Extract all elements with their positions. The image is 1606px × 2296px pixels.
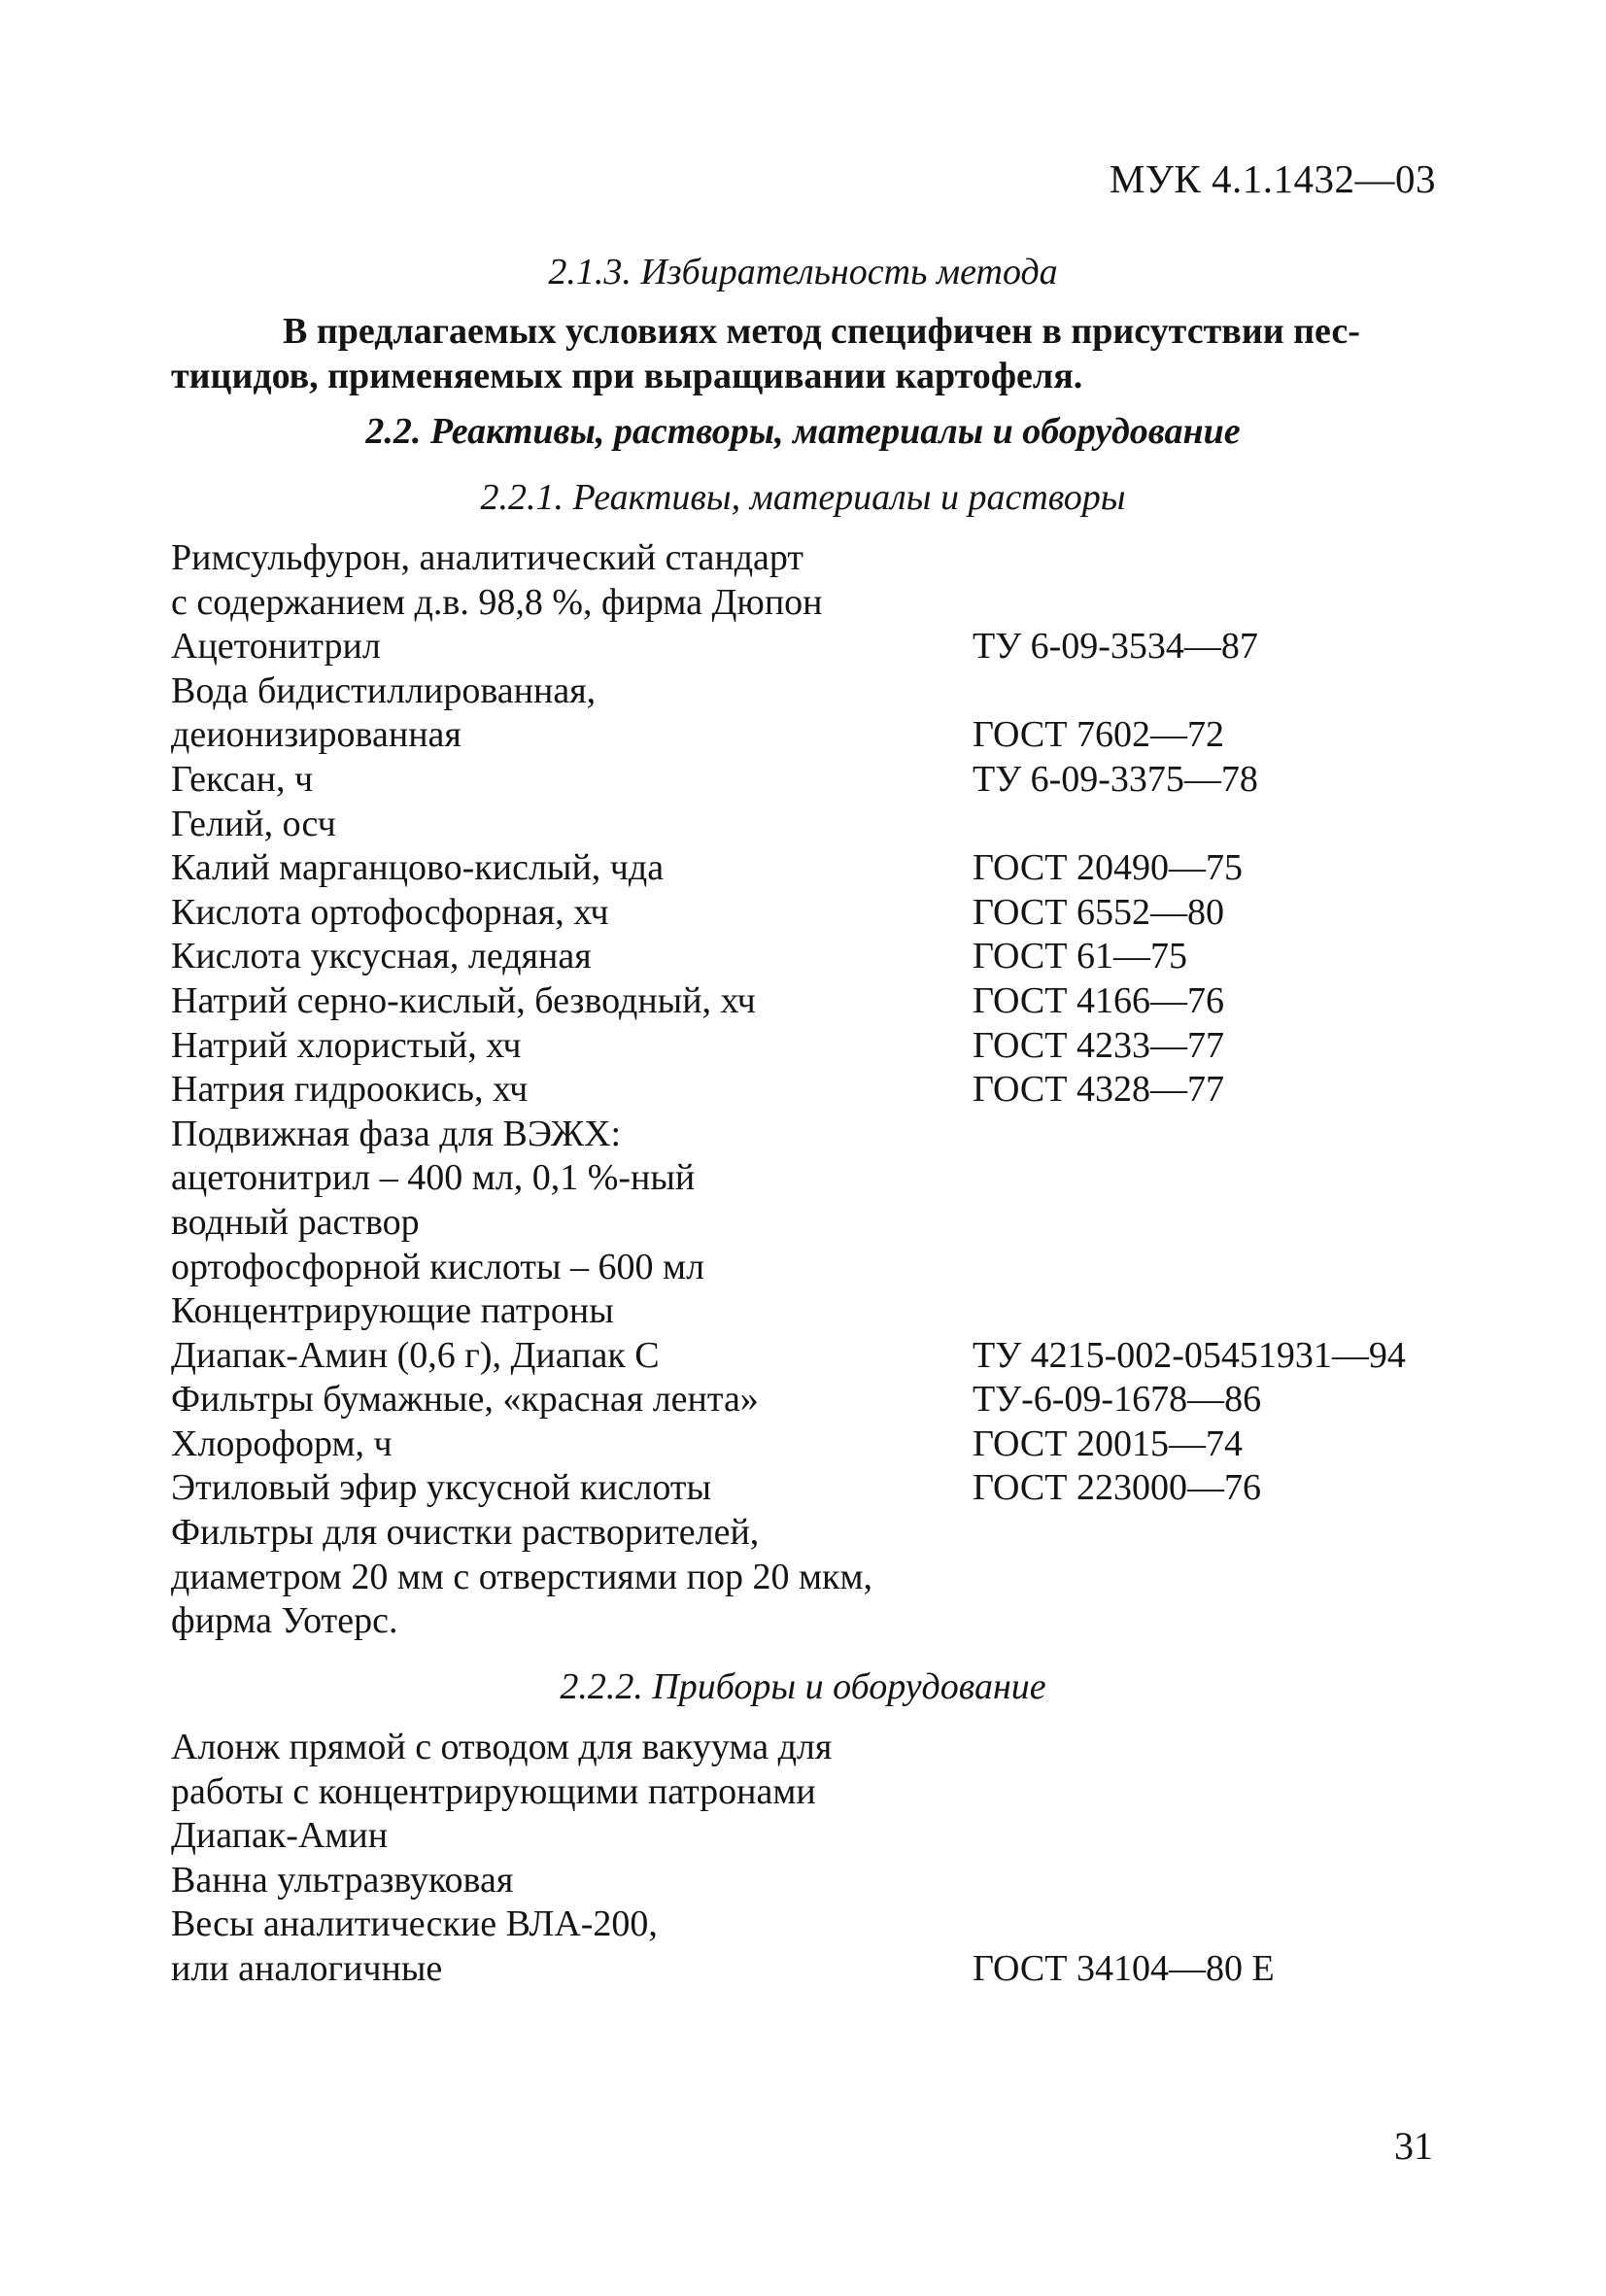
item-name: Этиловый эфир уксусной кислоты — [171, 1467, 712, 1509]
item-name: Натрий серно-кислый, безводный, хч — [171, 979, 756, 1021]
reagent-row — [171, 625, 1453, 669]
item-name: Фильтры бумажные, «красная лента» — [171, 1379, 759, 1421]
item-name: работы с концентрирующими патронами — [171, 1770, 816, 1812]
equipment-row — [171, 1859, 1453, 1903]
item-name: Кислота уксусная, ледяная — [171, 936, 592, 977]
reagent-row — [171, 1289, 1453, 1334]
reagent-row — [171, 1024, 1453, 1069]
standard-reference: ГОСТ 223000—76 — [973, 1467, 1261, 1509]
equipment-row — [171, 1814, 1453, 1859]
reagent-row — [171, 713, 1453, 758]
section-2-2-title: 2.2. Реактивы, растворы, материалы и оборудование — [365, 411, 1241, 452]
reagent-row — [171, 891, 1453, 936]
item-name: Диапак-Амин (0,6 г), Диапак С — [171, 1334, 660, 1376]
item-name: Диапак-Амин — [171, 1815, 389, 1857]
reagent-row — [171, 1466, 1453, 1511]
standard-reference: ГОСТ 6552—80 — [973, 891, 1224, 933]
section-2-2-2-title: 2.2.2. Приборы и оборудование — [560, 1666, 1046, 1707]
standard-reference: ГОСТ 61—75 — [973, 936, 1187, 977]
item-name: или аналогичные — [171, 1947, 443, 1989]
item-name: Весы аналитические ВЛА-200, — [171, 1903, 658, 1945]
reagent-row — [171, 1378, 1453, 1422]
standard-reference: ГОСТ 20015—74 — [973, 1422, 1243, 1464]
item-name: фирма Уотерс. — [171, 1600, 398, 1642]
standard-reference: ТУ 6-09-3534—87 — [973, 626, 1258, 668]
standard-reference: ТУ 6-09-3375—78 — [973, 758, 1258, 800]
item-name: Калий марганцово-кислый, чда — [171, 847, 665, 889]
standard-reference: ТУ 4215-002-05451931—94 — [973, 1334, 1406, 1376]
paragraph-line-1-text: В предлагаемых условиях метод специфичен в присутствии пес- — [283, 311, 1360, 352]
item-name: Подвижная фаза для ВЭЖХ: — [171, 1113, 622, 1154]
item-name: Кислота ортофосфорная, хч — [171, 891, 609, 933]
equipment-row — [171, 1902, 1453, 1947]
standard-reference: ГОСТ 4233—77 — [973, 1024, 1224, 1066]
item-name: Римсульфурон, аналитический стандарт — [171, 537, 804, 578]
reagents-list — [171, 536, 1453, 1644]
item-name: ацетонитрил – 400 мл, 0,1 %-ный — [171, 1157, 696, 1199]
equipment-row — [171, 1770, 1453, 1815]
reagent-row — [171, 1068, 1453, 1113]
reagent-row — [171, 803, 1453, 847]
item-name: Фильтры для очистки растворителей, — [171, 1512, 760, 1554]
item-name: Гелий, осч — [171, 803, 336, 844]
item-name: Натрий хлористый, хч — [171, 1024, 522, 1066]
document-code: МУК 4.1.1432—03 — [1109, 156, 1436, 201]
item-name: ортофосфорной кислоты – 600 мл — [171, 1246, 705, 1287]
item-name: водный раствор — [171, 1201, 420, 1243]
item-name: деионизированная — [171, 714, 461, 756]
reagent-row — [171, 1113, 1453, 1157]
reagent-row — [171, 1246, 1453, 1290]
item-name: Ацетонитрил — [171, 626, 381, 668]
standard-reference: ГОСТ 34104—80 Е — [973, 1947, 1275, 1989]
item-name: Ванна ультразвуковая — [171, 1859, 514, 1901]
item-name: с содержанием д.в. 98,8 %, фирма Дюпон — [171, 581, 823, 623]
selectivity-paragraph — [171, 309, 1434, 398]
equipment-row — [171, 1726, 1453, 1770]
standard-reference: ГОСТ 4328—77 — [973, 1069, 1224, 1111]
page-number: 31 — [1394, 2124, 1433, 2168]
reagent-row — [171, 1334, 1453, 1379]
standard-reference: ТУ-6-09-1678—86 — [973, 1379, 1262, 1421]
reagent-row — [171, 1201, 1453, 1246]
reagent-row — [171, 935, 1453, 979]
reagent-row — [171, 1511, 1453, 1556]
reagent-row — [171, 1156, 1453, 1201]
item-name: Натрия гидроокись, хч — [171, 1069, 529, 1111]
item-name: диаметром 20 мм с отверстиями пор 20 мкм, — [171, 1556, 873, 1597]
reagent-row — [171, 669, 1453, 714]
reagent-row — [171, 979, 1453, 1024]
reagent-row — [171, 1422, 1453, 1467]
item-name: Вода бидистиллированная, — [171, 669, 597, 711]
item-name: Концентрирующие патроны — [171, 1290, 614, 1332]
equipment-list — [171, 1726, 1453, 1992]
standard-reference: ГОСТ 20490—75 — [973, 847, 1243, 889]
item-name: Хлороформ, ч — [171, 1422, 393, 1464]
standard-reference: ГОСТ 7602—72 — [973, 714, 1224, 756]
reagent-row — [171, 581, 1453, 626]
reagent-row — [171, 1556, 1453, 1600]
reagent-row — [171, 536, 1453, 581]
standard-reference: ГОСТ 4166—76 — [973, 979, 1224, 1021]
reagent-row — [171, 846, 1453, 891]
paragraph-line-2: тицидов, применяемых при выращивании картофеля. — [171, 356, 1083, 396]
reagent-row — [171, 1599, 1453, 1644]
reagent-row — [171, 758, 1453, 803]
equipment-row — [171, 1947, 1453, 1992]
item-name: Алонж прямой с отводом для вакуума для — [171, 1727, 833, 1767]
item-name: Гексан, ч — [171, 758, 314, 800]
section-2-2-1-title: 2.2.1. Реактивы, материалы и растворы — [480, 477, 1126, 518]
section-2-1-3-title: 2.1.3. Избирательность метода — [548, 252, 1058, 292]
paragraph-line-1 — [171, 309, 1434, 354]
